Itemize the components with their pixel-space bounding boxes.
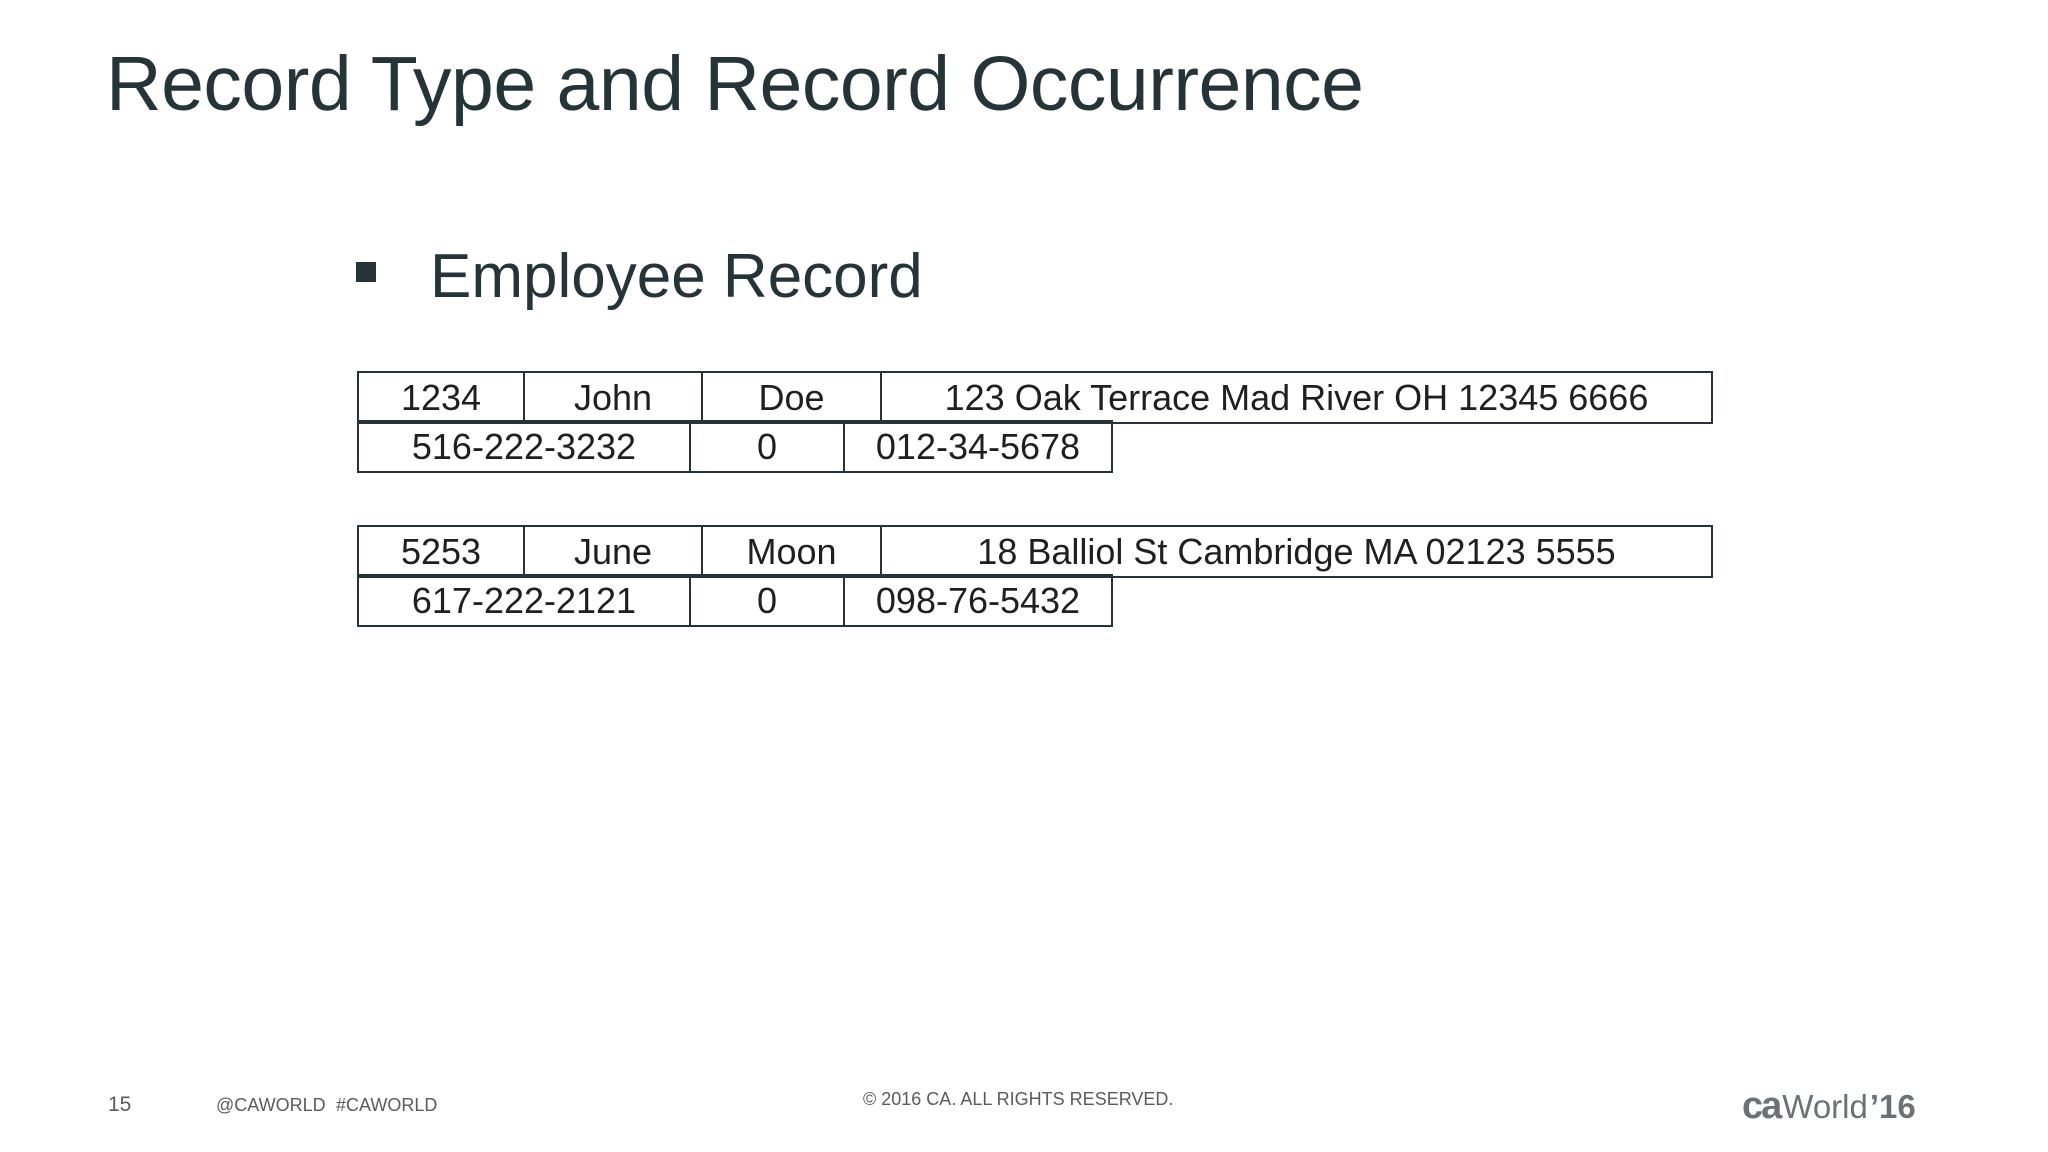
first-name-cell: June (523, 525, 703, 578)
ca-world-logo (1742, 1085, 1916, 1128)
last-name-cell: Moon (701, 525, 882, 578)
address-cell: 18 Balliol St Cambridge MA 02123 5555 (880, 525, 1713, 578)
employee-record-occurrence (357, 371, 1713, 473)
brand-ca: ca (1742, 1085, 1781, 1127)
bullet-text: Employee Record (430, 241, 923, 311)
brand-year: ’16 (1869, 1088, 1916, 1125)
address-cell: 123 Oak Terrace Mad River OH 12345 6666 (880, 371, 1713, 424)
hashtag: #CAWORLD (336, 1095, 438, 1115)
bullet-item (356, 236, 923, 316)
ssn-cell: 012-34-5678 (843, 420, 1113, 473)
employee-id-cell: 1234 (357, 371, 525, 424)
record-row-secondary (357, 422, 1713, 473)
record-row-main (357, 525, 1713, 576)
phone-cell: 617-222-2121 (357, 574, 691, 627)
twitter-handle: @CAWORLD (216, 1095, 326, 1115)
ssn-cell: 098-76-5432 (843, 574, 1113, 627)
brand-world: World (1782, 1088, 1868, 1125)
employee-id-cell: 5253 (357, 525, 525, 578)
page-number: 15 (108, 1093, 132, 1116)
first-name-cell: John (523, 371, 703, 424)
flag-cell: 0 (689, 420, 845, 473)
slide-title: Record Type and Record Occurrence (106, 41, 1364, 127)
phone-cell: 516-222-3232 (357, 420, 691, 473)
last-name-cell: Doe (701, 371, 882, 424)
flag-cell: 0 (689, 574, 845, 627)
employee-record-occurrence (357, 525, 1713, 627)
record-row-secondary (357, 576, 1713, 627)
bullet-square-icon (356, 262, 376, 282)
record-row-main (357, 371, 1713, 422)
copyright-notice: © 2016 CA. ALL RIGHTS RESERVED. (863, 1089, 1174, 1109)
